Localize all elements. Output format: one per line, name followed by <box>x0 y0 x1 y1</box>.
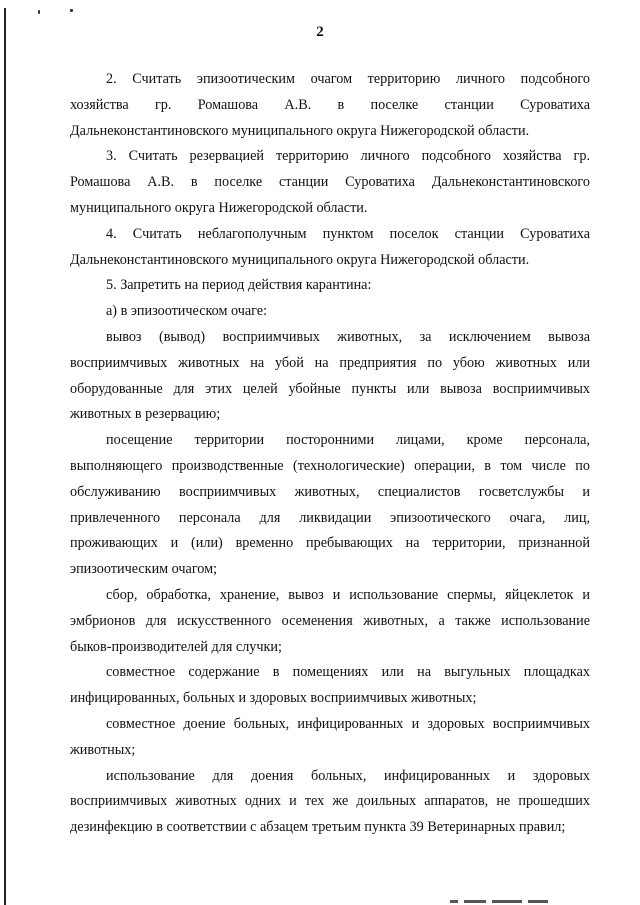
text-line: привлеченного персонала для ликвидации эпизоотического очага, лиц, <box>70 509 590 526</box>
paragraph <box>70 144 590 221</box>
paragraph <box>70 325 590 428</box>
paragraph <box>70 660 590 712</box>
paragraph <box>70 712 590 764</box>
paragraph <box>70 67 590 144</box>
text-line: 4. Считать неблагополучным пунктом поселок станции Суроватиха <box>106 225 590 242</box>
text-line: оборудованные для этих целей убойные пункты или вывоза восприимчивых <box>70 380 590 397</box>
paragraph <box>70 428 590 583</box>
text-line: быков-производителей для случки; <box>70 638 282 655</box>
text-line: инфицированных, больных и здоровых восприимчивых животных; <box>70 690 477 707</box>
text-line: Дальнеконстантиновского муниципального округа Нижегородской области. <box>70 122 530 139</box>
paragraph <box>70 273 590 299</box>
text-line: совместное доение больных, инфицированных и здоровых восприимчивых <box>106 715 590 732</box>
paragraph <box>70 583 590 660</box>
scan-bottom-marks <box>450 897 550 905</box>
page-number: 2 <box>316 24 324 40</box>
text-line: выполняющего производственные (технологические) операции, в том числе по <box>70 457 590 474</box>
text-line: 2. Считать эпизоотическим очагом территорию личного подсобного <box>106 71 590 87</box>
text-line: животных в резервацию; <box>70 406 221 423</box>
text-line: Ромашова А.В. в поселке станции Суроватиха Дальнеконстантиновского <box>70 174 590 191</box>
paragraph <box>70 299 590 325</box>
text-line: восприимчивых животных одних и тех же доильных аппаратов, не прошедших <box>70 793 590 810</box>
text-line: эпизоотическим очагом; <box>70 561 218 578</box>
text-line: совместное содержание в помещениях или на выгульных площадках <box>106 664 590 681</box>
text-line: животных; <box>70 741 136 758</box>
text-line: посещение территории посторонними лицами, кроме персонала, <box>106 432 590 449</box>
text-line: использование для доения больных, инфицированных и здоровых <box>106 767 590 784</box>
paragraph <box>70 764 590 841</box>
scan-edge-line <box>4 8 6 905</box>
text-line: проживающих и (или) временно пребывающих на территории, признанной <box>70 535 590 552</box>
text-line: муниципального округа Нижегородской области. <box>70 199 368 216</box>
document-body <box>70 67 590 841</box>
scan-speck <box>70 9 73 12</box>
text-line: 5. Запретить на период действия карантина: <box>106 277 372 294</box>
paragraph <box>70 222 590 274</box>
text-line: восприимчивых животных на убой на предприятия по убою животных или <box>70 354 590 371</box>
text-line: Дальнеконстантиновского муниципального округа Нижегородской области. <box>70 251 530 268</box>
text-line: а) в эпизоотическом очаге: <box>106 303 268 320</box>
text-line: хозяйства гр. Ромашова А.В. в поселке станции Суроватиха <box>70 96 590 113</box>
text-line: дезинфекцию в соответствии с абзацем третьим пункта 39 Ветеринарных правил; <box>70 819 566 836</box>
text-line: 3. Считать резервацией территорию личного подсобного хозяйства гр. <box>106 148 590 165</box>
text-line: вывоз (вывод) восприимчивых животных, за исключением вывоза <box>106 328 590 345</box>
text-line: обслуживанию восприимчивых животных, специалистов госветслужбы и <box>70 483 590 500</box>
text-line: эмбрионов для искусственного осеменения животных, а также использование <box>70 612 590 629</box>
scan-speck <box>38 10 40 14</box>
text-line: сбор, обработка, хранение, вывоз и использование спермы, яйцеклеток и <box>106 586 590 603</box>
